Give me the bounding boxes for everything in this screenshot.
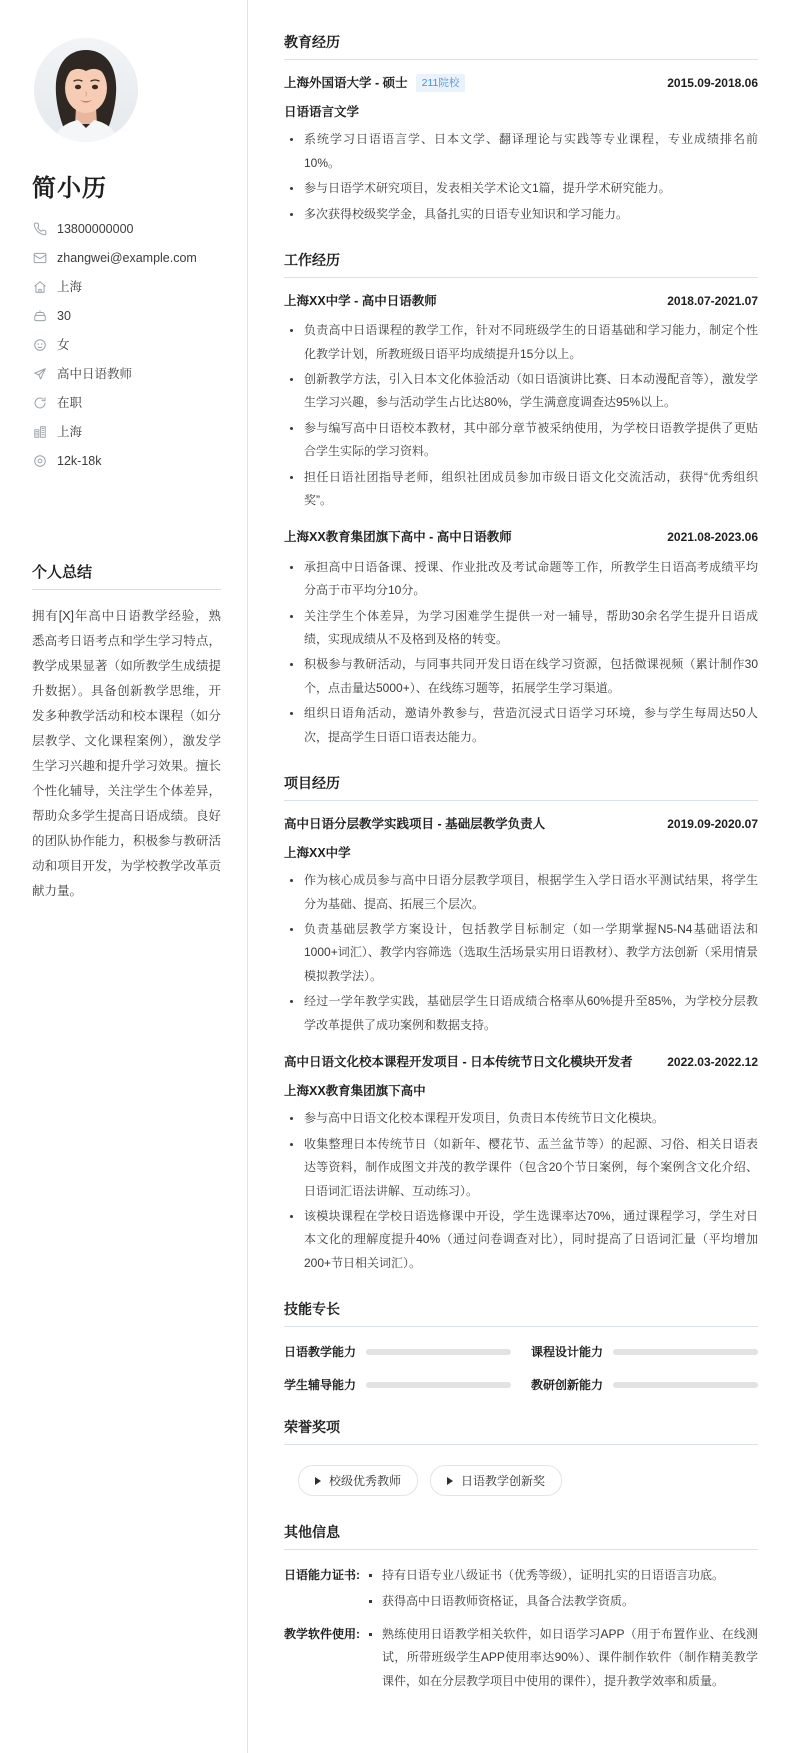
contact-list — [30, 221, 221, 469]
entry-header — [284, 74, 758, 93]
salary-icon — [32, 453, 48, 469]
list-item: 组织日语角活动，邀请外教参与，营造沉浸式日语学习环境，参与学生每周达50人次，提高学生日语口语表达能力。 — [284, 702, 758, 749]
summary-text: 拥有[X]年高中日语教学经验，熟悉高考日语考点和学生学习特点，教学成果显著（如所教学生成绩提升数据）。具备创新教学思维，开发多种教学活动和校本课程（如分层教学、文化课程案例），激发学生学习兴趣和提升学习效果。擅长个性化辅导，关注学生个体差异，帮助众多学生提高日语成绩。良好的团队协作能力，积极参与教研活动和项目开发，为学校教学改革贡献力量。 — [32, 609, 221, 898]
bullet-list — [364, 1623, 758, 1695]
contact-value: 12k-18k — [57, 453, 102, 468]
main-content — [248, 0, 794, 1753]
summary-section-title: 个人总结 — [32, 561, 221, 590]
contact-value: 13800000000 — [57, 221, 134, 236]
status-icon — [32, 395, 48, 411]
entry-subtitle: 日语语言文学 — [284, 105, 360, 120]
project-entry — [284, 815, 758, 1037]
project-entry — [284, 1053, 758, 1275]
section-title: 其他信息 — [284, 1522, 758, 1550]
list-item: 该模块课程在学校日语选修课中开设，学生选课率达70%，通过课程学习，学生对日本文化的理解度提升40%（通过问卷调查对比），同时提高了日语词汇量（平均增加200+节日相关词汇）。 — [284, 1205, 758, 1275]
sidebar — [0, 0, 248, 1753]
section-title: 工作经历 — [284, 250, 758, 278]
entry-title: 上海XX教育集团旗下高中 - 高中日语教师 — [284, 530, 512, 545]
contact-value: 上海 — [57, 279, 83, 294]
entry-header — [284, 528, 758, 547]
bullet-list — [284, 556, 758, 749]
honor-label: 校级优秀教师 — [329, 1474, 402, 1489]
honor-chip[interactable] — [430, 1465, 562, 1496]
bullet-list — [284, 1107, 758, 1275]
entry-title: 高中日语分层教学实践项目 - 基础层教学负责人 — [284, 816, 546, 831]
avatar — [34, 38, 138, 142]
list-item: 经过一学年教学实践，基础层学生日语成绩合格率从60%提升至85%，为学校分层教学改革提供了成功案例和数据支持。 — [284, 990, 758, 1037]
list-item: 参与高中日语文化校本课程开发项目，负责日本传统节日文化模块。 — [284, 1107, 758, 1130]
honor-chip[interactable] — [298, 1465, 418, 1496]
entry-subtitle: 上海XX教育集团旗下高中 — [284, 1084, 426, 1099]
contact-age — [32, 308, 221, 324]
bullet-list — [284, 869, 758, 1037]
skill-label: 教研创新能力 — [531, 1378, 604, 1393]
honor-label: 日语教学创新奖 — [461, 1474, 546, 1489]
contact-value: 在职 — [57, 395, 83, 410]
section-other-info — [284, 1522, 758, 1695]
contact-value: 上海 — [57, 424, 83, 439]
entry-title: 高中日语文化校本课程开发项目 - 日本传统节日文化模块开发者 — [284, 1055, 633, 1070]
other-info-key: 教学软件使用: — [284, 1626, 360, 1641]
contact-value: zhangwei@example.com — [57, 250, 197, 265]
page-title: 简小历 — [32, 175, 107, 202]
list-item: 获得高中日语教师资格证，具备合法教学资质。 — [364, 1590, 758, 1613]
section-title: 教育经历 — [284, 32, 758, 60]
entry-header — [284, 1053, 758, 1072]
status-badge: 211院校 — [416, 74, 466, 92]
bullet-list — [284, 319, 758, 512]
contact-hometown — [32, 279, 221, 295]
honor-chip-row — [284, 1459, 758, 1498]
list-item: 承担高中日语备课、授课、作业批改及考试命题等工作，所教学生日语高考成绩平均分高于市平均分10分。 — [284, 556, 758, 603]
list-item: 系统学习日语语言学、日本文学、翻译理论与实践等专业课程，专业成绩排名前10%。 — [284, 128, 758, 175]
skill-label: 日语教学能力 — [284, 1345, 357, 1360]
list-item: 担任日语社团指导老师，组织社团成员参加市级日语文化交流活动，获得“优秀组织奖”。 — [284, 466, 758, 513]
entry-title — [284, 74, 465, 93]
other-info-key: 日语能力证书: — [284, 1568, 360, 1583]
skill-progress-track — [613, 1349, 758, 1355]
contact-value: 30 — [57, 308, 71, 323]
list-item: 创新教学方法，引入日本文化体验活动（如日语演讲比赛、日本动漫配音等），激发学生学习兴趣，参与活动学生占比达80%，学生满意度调查达95%以上。 — [284, 368, 758, 415]
entry-header — [284, 815, 758, 834]
birthday-icon — [32, 308, 48, 324]
user-photo-icon — [34, 38, 138, 142]
entry-title: 上海XX中学 - 高中日语教师 — [284, 293, 437, 308]
list-item: 负责基础层教学方案设计，包括教学目标制定（如一学期掌握N5-N4基础语法和1000+词汇）、教学内容筛选（选取生活场景实用日语教材）、教学方法创新（采用情景模拟教学法）。 — [284, 918, 758, 988]
bullet-list — [284, 128, 758, 226]
contact-email — [32, 250, 221, 266]
bullet-list — [364, 1564, 758, 1615]
other-info-row — [284, 1623, 758, 1695]
section-skills — [284, 1299, 758, 1393]
contact-gender — [32, 337, 221, 353]
section-projects — [284, 773, 758, 1275]
list-item: 多次获得校级奖学金，具备扎实的日语专业知识和学习能力。 — [284, 203, 758, 226]
contact-employment-status — [32, 395, 221, 411]
skill-item — [284, 1376, 511, 1393]
entry-date: 2021.08-2023.06 — [667, 530, 758, 545]
contact-job-title — [32, 366, 221, 382]
work-entry — [284, 292, 758, 513]
education-entry — [284, 74, 758, 226]
section-education — [284, 32, 758, 226]
skill-progress-track — [366, 1382, 511, 1388]
section-title: 项目经历 — [284, 773, 758, 801]
job-icon — [32, 366, 48, 382]
contact-city — [32, 424, 221, 440]
entry-subtitle: 上海XX中学 — [284, 846, 351, 861]
list-item: 积极参与教研活动，与同事共同开发日语在线学习资源，包括微课视频（累计制作30个，点击量达5000+）、在线练习题等，拓展学生学习渠道。 — [284, 653, 758, 700]
list-item: 作为核心成员参与高中日语分层教学项目，根据学生入学日语水平测试结果，将学生分为基础、提高、拓展三个层次。 — [284, 869, 758, 916]
list-item: 熟练使用日语教学相关软件，如日语学习APP（用于布置作业、在线测试，所带班级学生APP使用率达90%）、课件制作软件（制作精美教学课件，如在分层教学项目中使用的课件），提升教学效率和质量。 — [364, 1623, 758, 1693]
list-item: 收集整理日本传统节日（如新年、樱花节、盂兰盆节等）的起源、习俗、相关日语表达等资料，制作成图文并茂的教学课件（包含20个节日案例，每个案例含文化介绍、日语词汇语法讲解、互动练习）。 — [284, 1133, 758, 1203]
skill-progress-track — [613, 1382, 758, 1388]
entry-date: 2022.03-2022.12 — [667, 1055, 758, 1070]
section-title: 荣誉奖项 — [284, 1417, 758, 1445]
skill-label: 课程设计能力 — [531, 1345, 604, 1360]
list-item: 关注学生个体差异，为学习困难学生提供一对一辅导，帮助30余名学生提升日语成绩，实现成绩从不及格到及格的转变。 — [284, 605, 758, 652]
list-item: 参与编写高中日语校本教材，其中部分章节被采纳使用，为学校日语教学提供了更贴合学生实际的学习资料。 — [284, 417, 758, 464]
city-icon — [32, 424, 48, 440]
contact-value: 高中日语教师 — [57, 366, 133, 381]
skill-item — [284, 1343, 511, 1360]
section-honors — [284, 1417, 758, 1498]
contact-phone — [32, 221, 221, 237]
list-item: 参与日语学术研究项目，发表相关学术论文1篇，提升学术研究能力。 — [284, 177, 758, 200]
contact-value: 女 — [57, 337, 70, 352]
play-triangle-icon — [447, 1477, 453, 1485]
entry-date: 2015.09-2018.06 — [667, 76, 758, 90]
list-item: 持有日语专业八级证书（优秀等级），证明扎实的日语语言功底。 — [364, 1564, 758, 1587]
skill-grid — [284, 1341, 758, 1393]
skill-label: 学生辅导能力 — [284, 1378, 357, 1393]
gender-icon — [32, 337, 48, 353]
entry-date: 2019.09-2020.07 — [667, 816, 758, 831]
home-icon — [32, 279, 48, 295]
play-triangle-icon — [315, 1477, 321, 1485]
skill-item — [531, 1343, 758, 1360]
work-entry — [284, 528, 758, 749]
mail-icon — [32, 250, 48, 266]
section-title: 技能专长 — [284, 1299, 758, 1327]
other-info-row — [284, 1564, 758, 1615]
entry-title-text: 上海外国语大学 - 硕士 — [284, 76, 408, 90]
skill-item — [531, 1376, 758, 1393]
section-work-experience — [284, 250, 758, 749]
entry-date: 2018.07-2021.07 — [667, 293, 758, 308]
skill-progress-track — [366, 1349, 511, 1355]
phone-icon — [32, 221, 48, 237]
contact-salary — [32, 453, 221, 469]
list-item: 负责高中日语课程的教学工作，针对不同班级学生的日语基础和学习能力，制定个性化教学计划，所教班级日语平均成绩提升15分以上。 — [284, 319, 758, 366]
entry-header — [284, 292, 758, 311]
